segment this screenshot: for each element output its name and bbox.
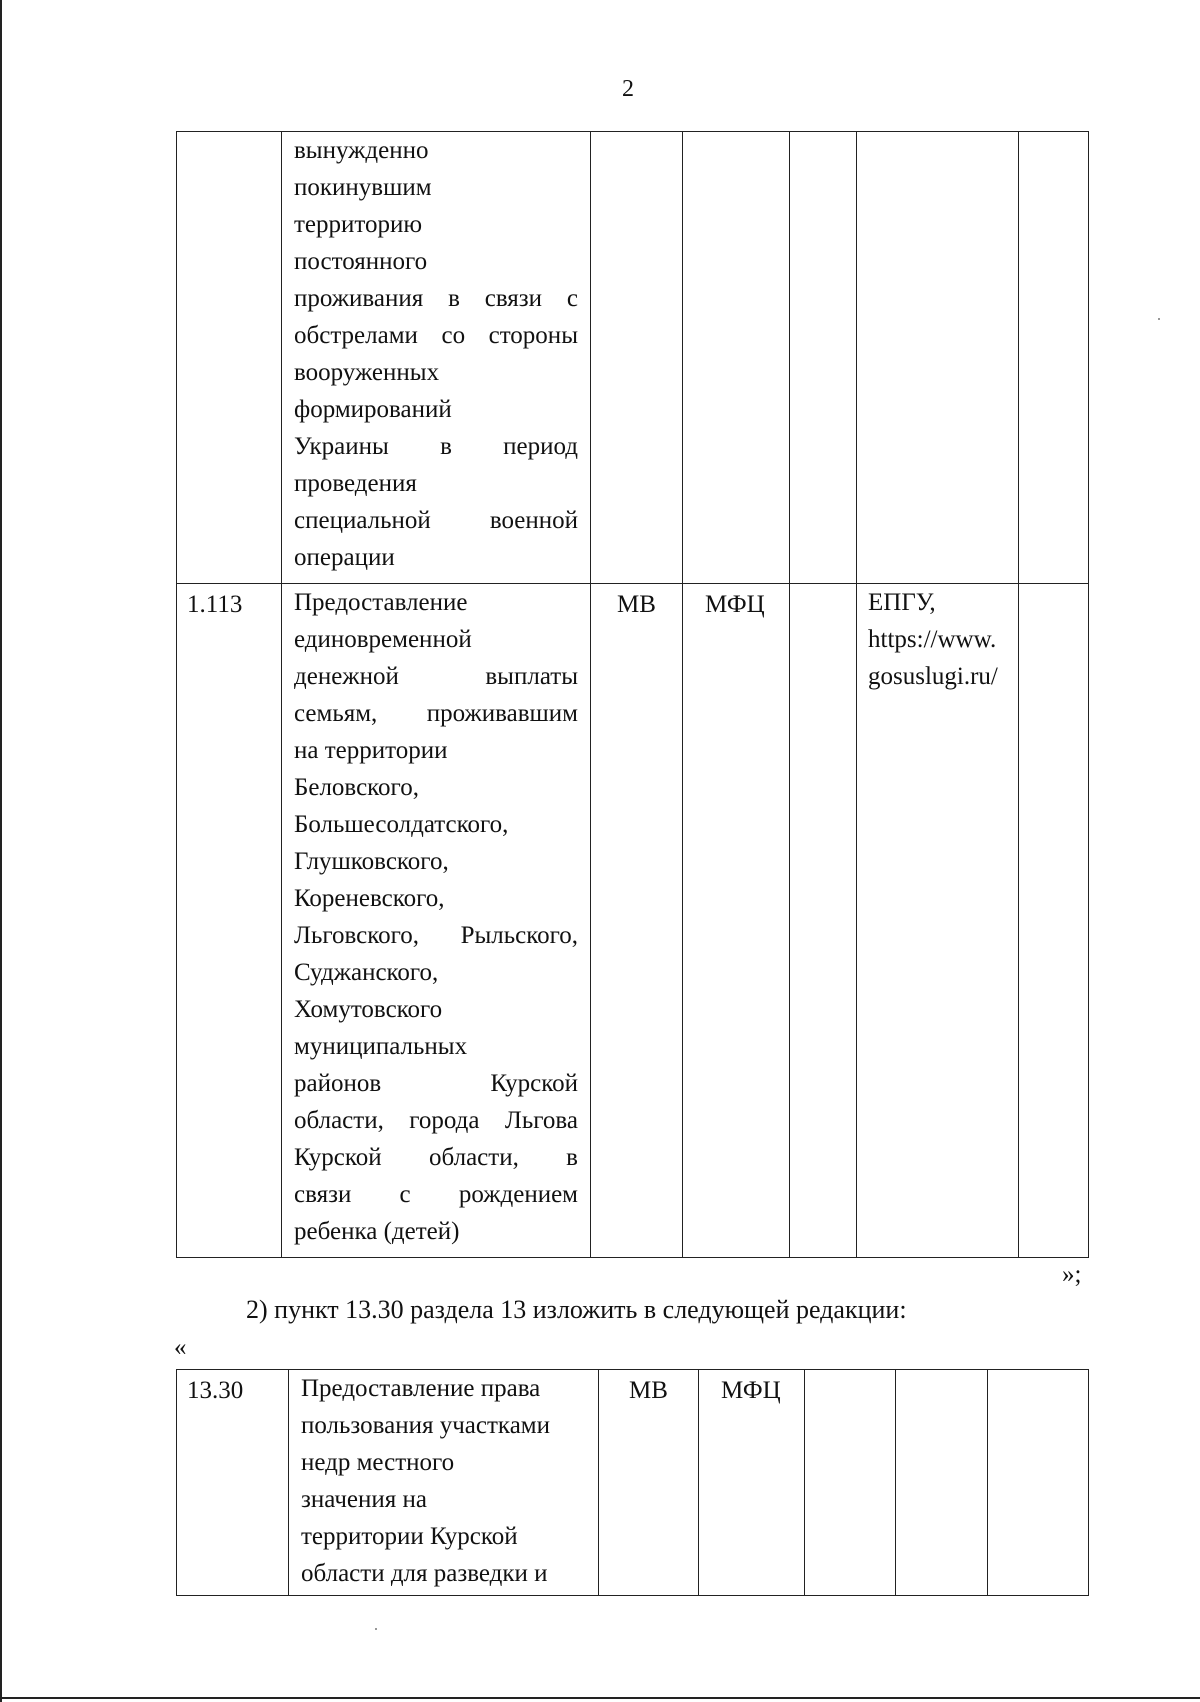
cell-level bbox=[591, 132, 683, 584]
cell-empty bbox=[896, 1370, 988, 1596]
service-channel: МФЦ bbox=[699, 1370, 805, 1596]
scan-speck bbox=[1158, 318, 1160, 320]
cell-empty bbox=[790, 132, 857, 584]
page-edge-left bbox=[0, 0, 2, 1702]
page-number: 2 bbox=[622, 76, 634, 102]
service-level: МВ bbox=[591, 584, 683, 1258]
table-row-1113 bbox=[177, 584, 1089, 1258]
cell-portal bbox=[857, 132, 1019, 584]
cell-empty bbox=[1019, 584, 1089, 1258]
scan-speck bbox=[375, 1628, 377, 1630]
cell-channel bbox=[683, 132, 790, 584]
service-number: 13.30 bbox=[177, 1370, 289, 1596]
service-number: 1.113 bbox=[177, 584, 282, 1258]
table-row-continuation bbox=[177, 132, 1089, 584]
cell-empty bbox=[790, 584, 857, 1258]
amendment-instruction: 2) пункт 13.30 раздела 13 изложить в следующей редакции: bbox=[246, 1295, 907, 1324]
table-row-1330 bbox=[177, 1370, 1089, 1596]
services-table-part-1 bbox=[176, 131, 1089, 1258]
cell-number bbox=[177, 132, 282, 584]
closing-quote: »; bbox=[1062, 1261, 1082, 1288]
cell-empty bbox=[988, 1370, 1089, 1596]
page-edge-bottom bbox=[0, 1697, 1200, 1699]
services-table-part-2 bbox=[176, 1369, 1089, 1596]
service-description-continuation: вынужденно покинувшим территорию постоянного проживания в связи с обстрелами со стороны вооруженных формирований Украины в период проведения специальной военной операции bbox=[282, 132, 591, 584]
service-description: Предоставление единовременной денежной выплаты семьям, проживавшим на территории Беловского, Большесолдатского, Глушковского, Кореневского, Льговского, Рыльского, Суджанского, Хомутовского муниципальных районов Курской области, города Льгова Курской области, в связи с рождением ребенка (детей) bbox=[282, 584, 591, 1258]
service-description: Предоставление права пользования участками недр местного значения на территории Курской области для разведки и bbox=[289, 1370, 599, 1596]
opening-quote: « bbox=[174, 1334, 187, 1361]
cell-empty bbox=[805, 1370, 896, 1596]
service-level: МВ bbox=[599, 1370, 699, 1596]
service-channel: МФЦ bbox=[683, 584, 790, 1258]
service-portal: ЕПГУ, https://www. gosuslugi.ru/ bbox=[857, 584, 1019, 1258]
cell-empty bbox=[1019, 132, 1089, 584]
